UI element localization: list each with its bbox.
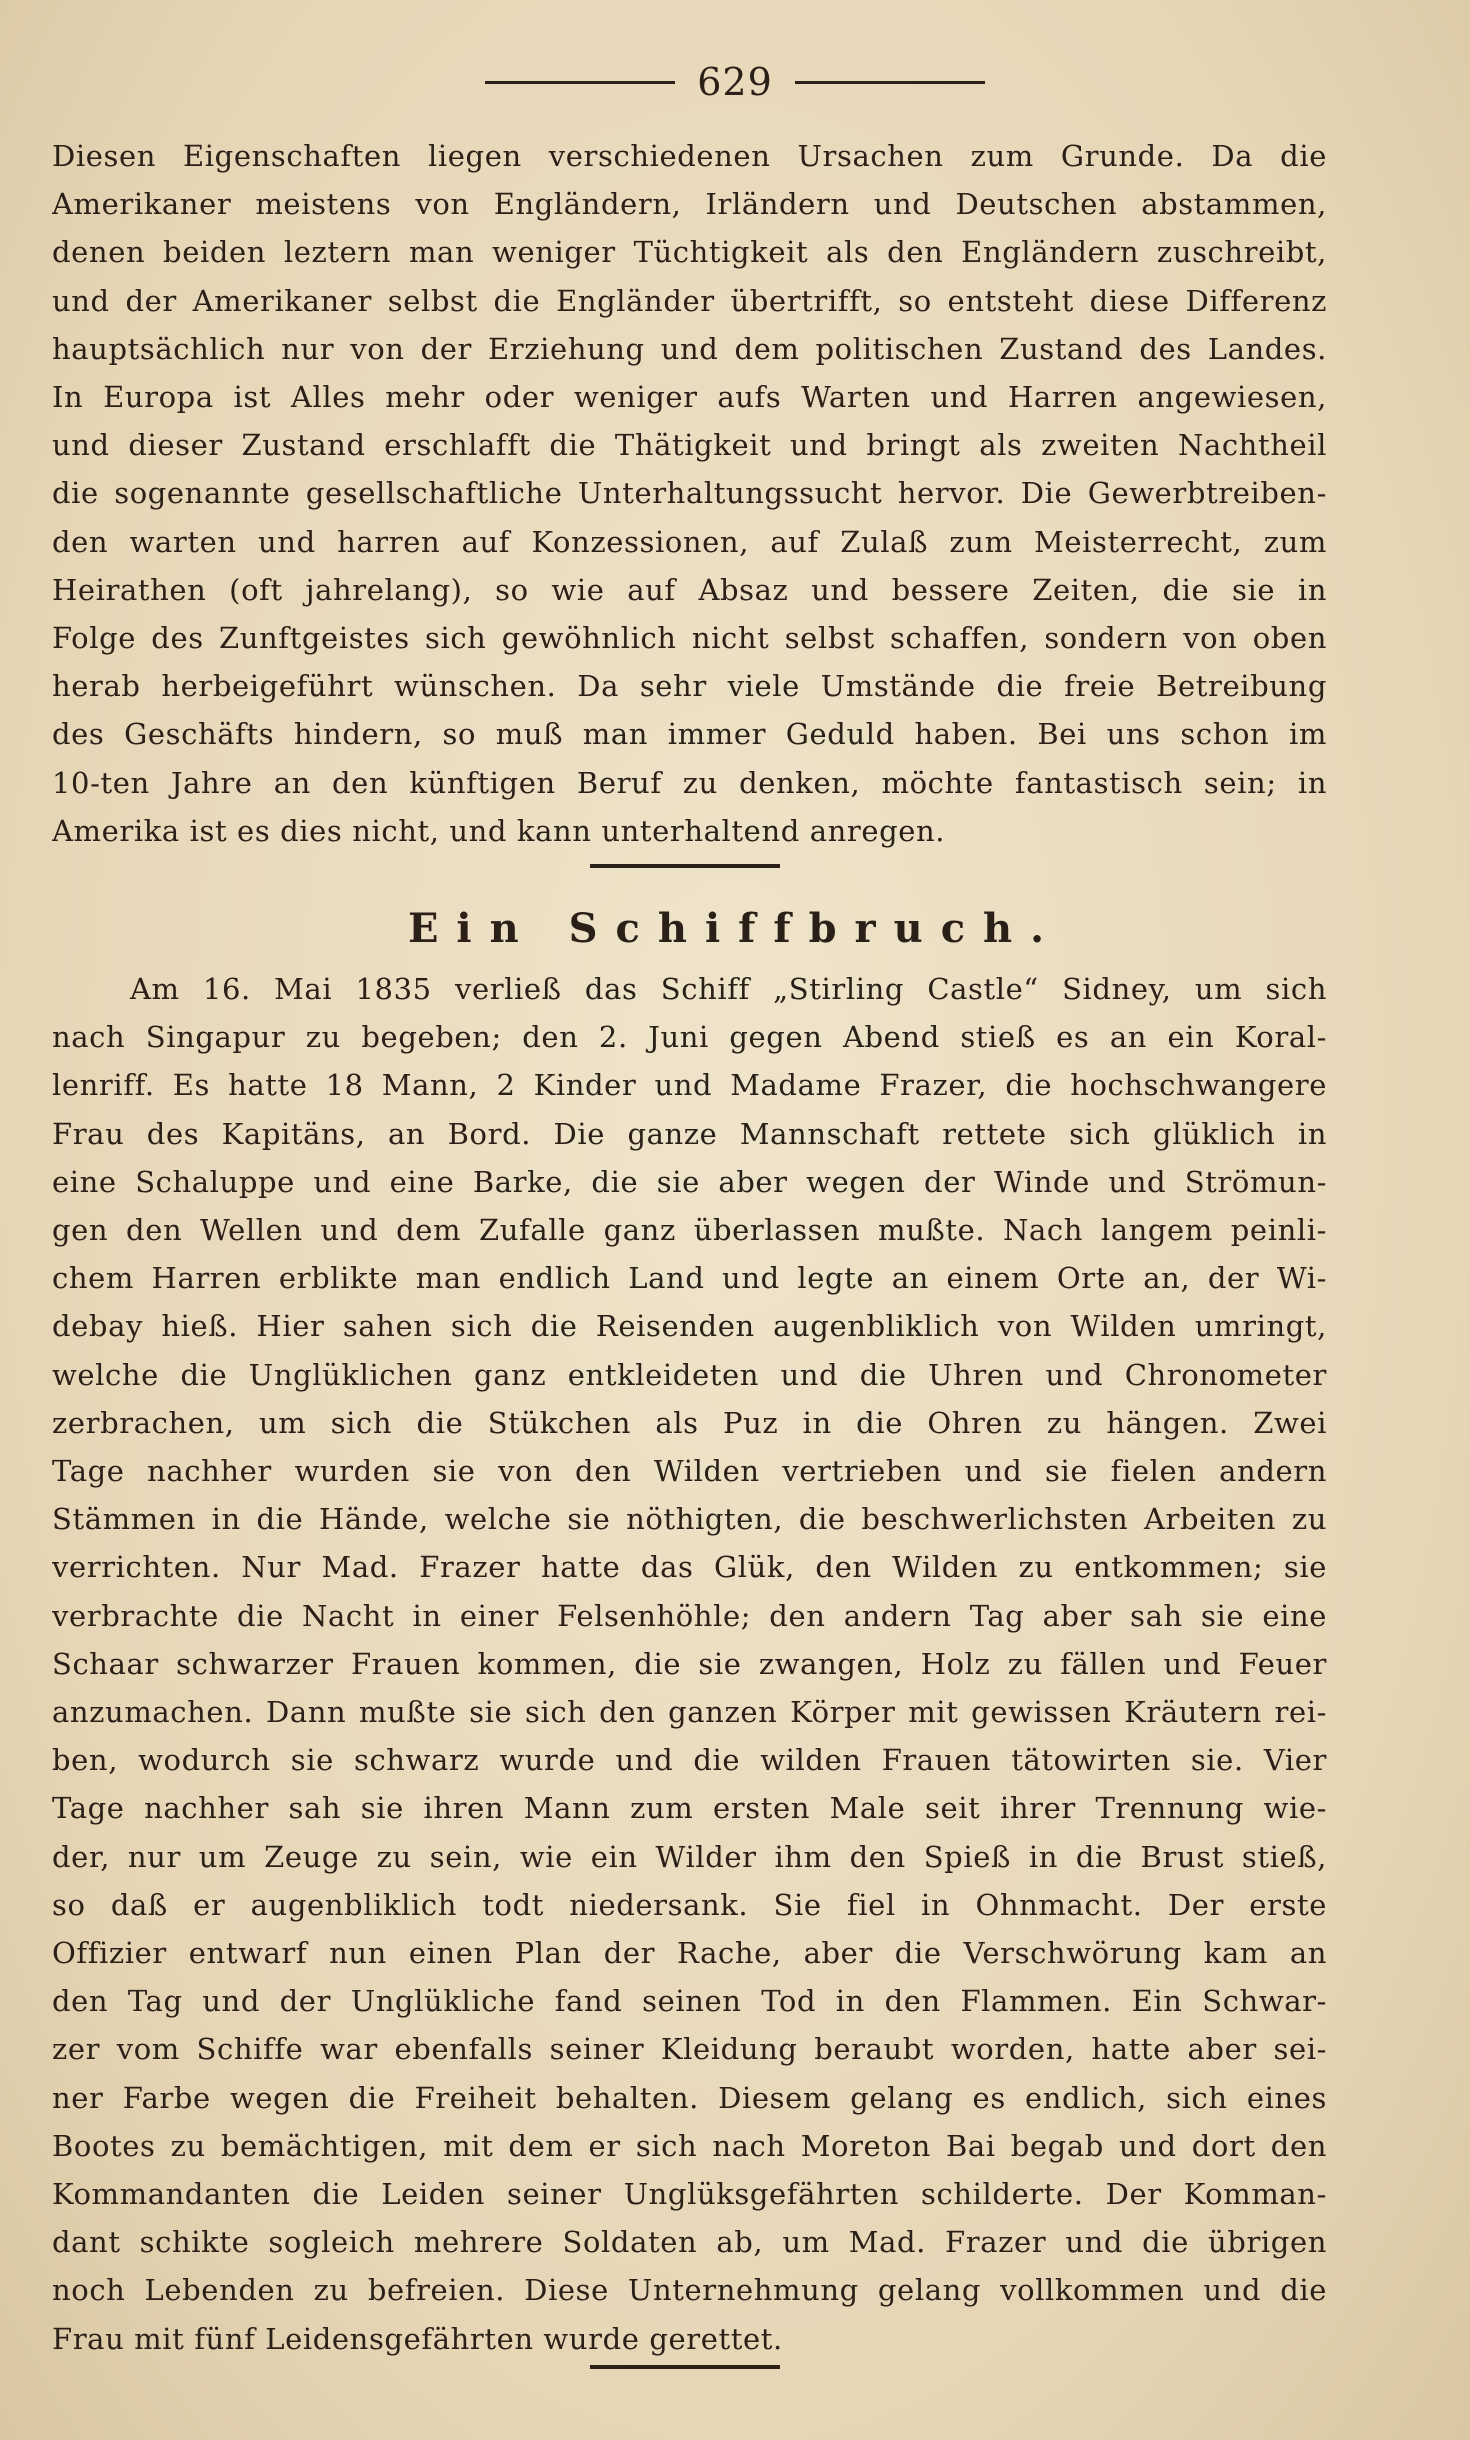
text-line: die sogenannte gesellschaftliche Unterhaltungssucht hervor. Die Gewerbtreiben-: [52, 476, 1327, 511]
text-line: verrichten. Nur Mad. Frazer hatte das Glük, den Wilden zu entkommen; sie: [52, 1550, 1327, 1585]
text-line: Heirathen (oft jahrelang), so wie auf Absaz und bessere Zeiten, die sie in: [52, 572, 1327, 607]
text-line: zer vom Schiffe war ebenfalls seiner Kleidung beraubt worden, hatte aber sei-: [52, 2032, 1327, 2067]
text-line: dant schikte sogleich mehrere Soldaten ab, um Mad. Frazer und die übrigen: [52, 2225, 1327, 2260]
text-line: den Tag und der Unglükliche fand seinen Tod in den Flammen. Ein Schwar-: [52, 1984, 1327, 2019]
paragraph-shipwreck: [52, 965, 1327, 2363]
text-line: Kommandanten die Leiden seiner Unglüksgefährten schilderte. Der Komman-: [52, 2177, 1327, 2212]
text-line: Frau mit fünf Leidensgefährten wurde gerettet.: [52, 2321, 783, 2356]
section-divider: [590, 864, 780, 868]
text-line: ner Farbe wegen die Freiheit behalten. Diesem gelang es endlich, sich eines: [52, 2080, 1327, 2115]
text-line: der, nur um Zeuge zu sein, wie ein Wilder ihm den Spieß in die Brust stieß,: [52, 1839, 1327, 1874]
text-line: Diesen Eigenschaften liegen verschiedenen Ursachen zum Grunde. Da die: [52, 139, 1327, 173]
text-line: Bootes zu bemächtigen, mit dem er sich nach Moreton Bai begab und dort den: [52, 2128, 1327, 2163]
text-line: Tage nachher wurden sie von den Wilden vertrieben und sie fielen andern: [52, 1454, 1327, 1489]
text-line: Offizier entwarf nun einen Plan der Rache, aber die Verschwörung kam an: [52, 1936, 1327, 1971]
text-line: den warten und harren auf Konzessionen, auf Zulaß zum Meisterrecht, zum: [52, 524, 1327, 559]
text-line: Stämmen in die Hände, welche sie nöthigten, die beschwerlichsten Arbeiten zu: [52, 1502, 1327, 1537]
text-line: hauptsächlich nur von der Erziehung und dem politischen Zustand des Landes.: [52, 331, 1327, 366]
text-line: denen beiden leztern man weniger Tüchtigkeit als den Engländern zuschreibt,: [52, 235, 1327, 270]
text-line: zerbrachen, um sich die Stükchen als Puz in die Ohren zu hängen. Zwei: [52, 1405, 1327, 1440]
text-line: debay hieß. Hier sahen sich die Reisenden augenbliklich von Wilden umringt,: [52, 1309, 1327, 1344]
text-line: chem Harren erblikte man endlich Land und legte an einem Orte an, der Wi-: [52, 1261, 1327, 1296]
text-line: lenriff. Es hatte 18 Mann, 2 Kinder und Madame Frazer, die hochschwangere: [52, 1068, 1327, 1103]
text-line: gen den Wellen und dem Zufalle ganz überlassen mußte. Nach langem peinli-: [52, 1213, 1327, 1248]
text-line: und dieser Zustand erschlafft die Thätigkeit und bringt als zweiten Nachtheil: [52, 428, 1327, 463]
text-line: anzumachen. Dann mußte sie sich den ganzen Körper mit gewissen Kräutern rei-: [52, 1695, 1327, 1730]
text-line: noch Lebenden zu befreien. Diese Unternehmung gelang vollkommen und die: [52, 2273, 1327, 2308]
section-title: Ein Schiffbruch.: [407, 905, 1063, 952]
end-divider: [590, 2365, 780, 2369]
text-line: so daß er augenbliklich todt niedersank. Sie fiel in Ohnmacht. Der erste: [52, 1887, 1327, 1922]
text-line: Am 16. Mai 1835 verließ das Schiff „Stirling Castle“ Sidney, um sich: [130, 972, 1327, 1006]
text-line: Amerika ist es dies nicht, und kann unterhaltend anregen.: [52, 813, 946, 848]
text-line: Folge des Zunftgeistes sich gewöhnlich nicht selbst schaffen, sondern von oben: [52, 621, 1327, 656]
header-rule-right: [795, 81, 985, 84]
page-number: 629: [697, 60, 773, 104]
text-line: herab herbeigeführt wünschen. Da sehr viele Umstände die freie Betreibung: [52, 669, 1327, 704]
text-line: des Geschäfts hindern, so muß man immer Geduld haben. Bei uns schon im: [52, 717, 1327, 752]
text-line: Tage nachher sah sie ihren Mann zum ersten Male seit ihrer Trennung wie-: [52, 1791, 1327, 1826]
page-header: [0, 52, 1470, 112]
text-line: Schaar schwarzer Frauen kommen, die sie zwangen, Holz zu fällen und Feuer: [52, 1646, 1327, 1681]
paragraph-properties: [52, 132, 1327, 855]
text-line: In Europa ist Alles mehr oder weniger aufs Warten und Harren angewiesen,: [52, 380, 1327, 415]
text-line: 10-ten Jahre an den künftigen Beruf zu denken, möchte fantastisch sein; in: [52, 765, 1327, 800]
text-line: eine Schaluppe und eine Barke, die sie aber wegen der Winde und Strömun-: [52, 1164, 1327, 1199]
text-line: nach Singapur zu begeben; den 2. Juni gegen Abend stieß es an ein Koral-: [52, 1020, 1327, 1055]
text-line: ben, wodurch sie schwarz wurde und die wilden Frauen tätowirten sie. Vier: [52, 1743, 1327, 1778]
text-line: und der Amerikaner selbst die Engländer übertrifft, so entsteht diese Differenz: [52, 283, 1327, 318]
text-line: verbrachte die Nacht in einer Felsenhöhle; den andern Tag aber sah sie eine: [52, 1598, 1327, 1633]
header-rule-left: [485, 81, 675, 84]
text-line: Frau des Kapitäns, an Bord. Die ganze Mannschaft rettete sich glüklich in: [52, 1116, 1327, 1151]
text-line: Amerikaner meistens von Engländern, Irländern und Deutschen abstammen,: [52, 187, 1327, 222]
text-line: welche die Unglüklichen ganz entkleideten und die Uhren und Chronometer: [52, 1357, 1327, 1392]
